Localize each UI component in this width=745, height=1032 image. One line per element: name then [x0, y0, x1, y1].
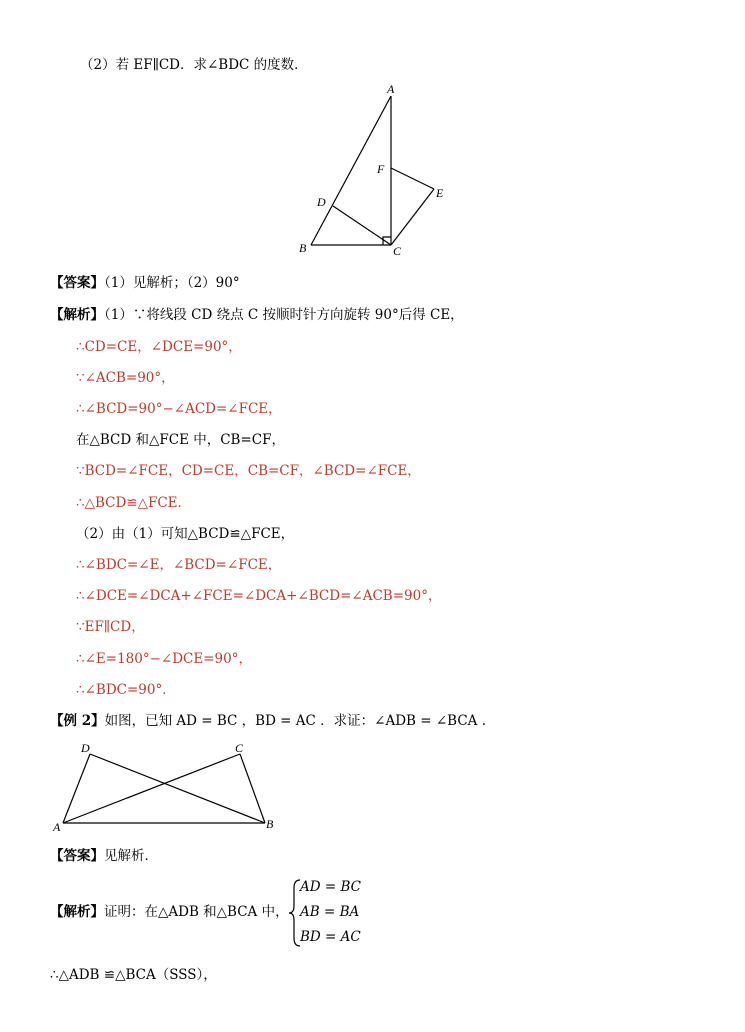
analysis-text: 证明：在△ADB 和△BCA 中，	[104, 904, 289, 920]
segment-BC	[240, 754, 265, 823]
label-C: C	[235, 741, 244, 755]
example-tag: 【例 2】	[50, 713, 105, 729]
analysis-line: ∴∠E=180°−∠DCE=90°，	[76, 651, 252, 667]
conclusion: ∴△ADB ≌△BCA（SSS），	[50, 967, 217, 983]
label-D: D	[81, 741, 90, 755]
segment-EC	[391, 189, 434, 245]
label-D: D	[317, 195, 326, 209]
label-A: A	[53, 820, 61, 834]
system-eq-3: BD = AC	[300, 929, 361, 945]
analysis-first-line: （1）∵将线段 CD 绕点 C 按顺时针方向旋转 90°后得 CE，	[104, 307, 464, 323]
system-eq-1: AD = BC	[300, 879, 361, 895]
answer-text: 见解析．	[104, 848, 158, 864]
analysis-line: ∵∠ACB=90°，	[76, 370, 175, 386]
label-F: F	[377, 162, 385, 176]
system-eq-2: AB = BA	[300, 904, 360, 920]
analysis-line: ∴∠BDC=90°．	[76, 682, 176, 698]
label-E: E	[436, 186, 444, 200]
analysis-tag: 【解析】	[50, 307, 104, 323]
label-C: C	[393, 244, 402, 258]
example-2	[50, 712, 486, 730]
analysis-line: （2）由（1）可知△BCD≌△FCE，	[76, 526, 295, 542]
label-A: A	[387, 82, 395, 96]
figure-1-triangle	[290, 82, 460, 262]
analysis-line: 在△BCD 和△FCE 中，CB=CF，	[76, 432, 285, 448]
segment-DC	[333, 206, 391, 245]
analysis-line: ∵EF∥CD，	[76, 619, 145, 635]
analysis-line: ∴CD=CE，∠DCE=90°，	[76, 339, 242, 355]
analysis-2	[50, 903, 289, 921]
figure-2-quadrilateral	[50, 738, 290, 838]
segment-FE	[391, 168, 434, 189]
part2-question: （2）若 EF∥CD．求∠BDC 的度数．	[80, 57, 308, 73]
example-text: 如图，已知 AD = BC ，BD = AC ．求证：∠ADB = ∠BCA .	[104, 713, 486, 729]
answer-tag: 【答案】	[50, 275, 104, 291]
segment-DB	[90, 754, 265, 823]
analysis-tag: 【解析】	[50, 904, 104, 920]
label-B: B	[299, 241, 307, 255]
analysis-line: ∴∠DCE=∠DCA+∠FCE=∠DCA+∠BCD=∠ACB=90°，	[76, 588, 442, 604]
segment-AC	[63, 754, 240, 823]
analysis-line: ∴∠BDC=∠E，∠BCD=∠FCE，	[76, 557, 282, 573]
analysis-line: ∴△BCD≌△FCE．	[76, 495, 192, 511]
answer-1	[50, 274, 240, 292]
analysis-1-first	[50, 306, 464, 324]
analysis-line: ∵BCD=∠FCE，CD=CE，CB=CF，∠BCD=∠FCE，	[76, 463, 421, 479]
segment-AD	[63, 754, 90, 823]
answer-tag: 【答案】	[50, 848, 104, 864]
answer-2	[50, 847, 158, 865]
label-B: B	[266, 817, 274, 831]
answer-text: （1）见解析；（2）90°	[104, 275, 240, 291]
analysis-line: ∴∠BCD=90°−∠ACD=∠FCE，	[76, 401, 282, 417]
